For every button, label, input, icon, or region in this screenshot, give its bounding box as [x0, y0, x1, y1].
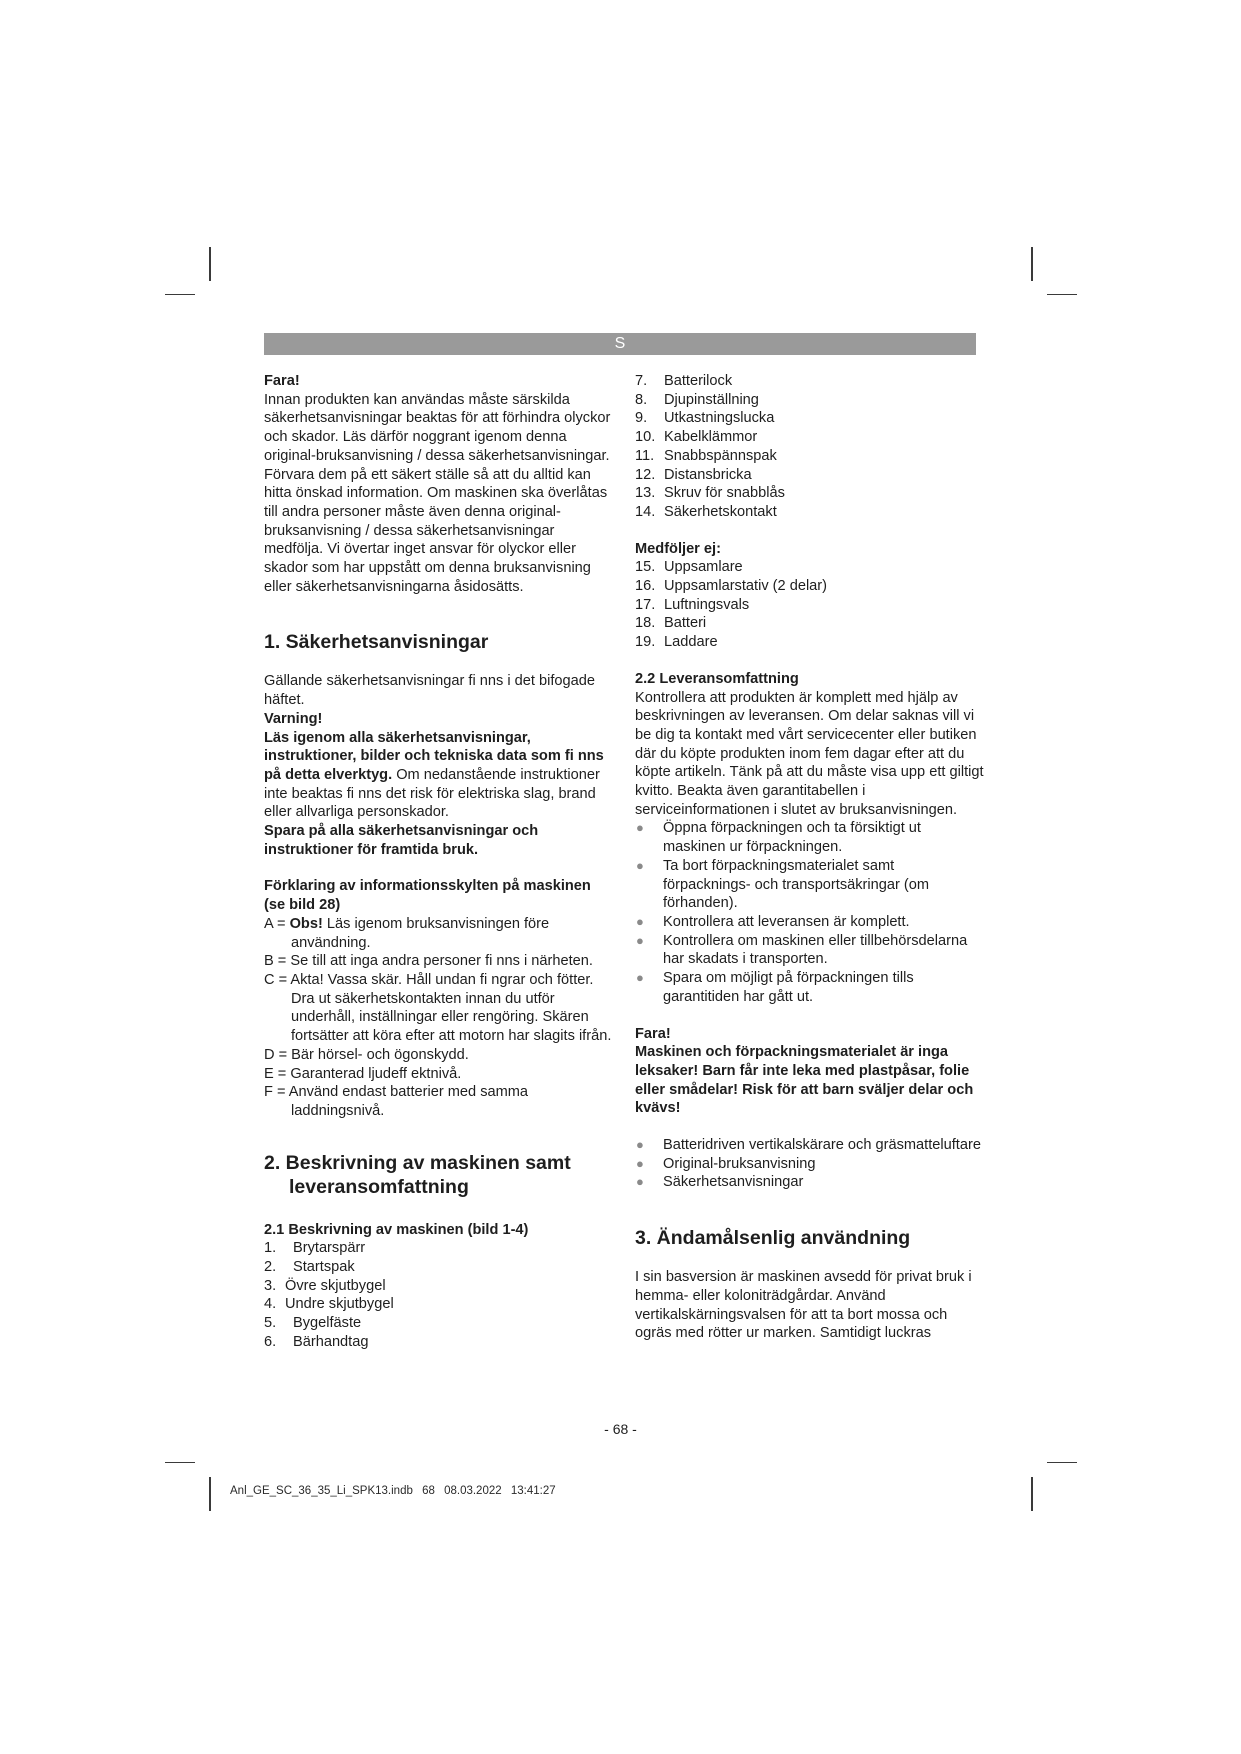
legend-item: D = Bär hörsel- och ögonskydd. — [264, 1046, 469, 1063]
part-item: 8. Djupinställning — [635, 391, 759, 408]
not-included-list — [635, 558, 985, 652]
bullet-icon: ● — [636, 1137, 644, 1153]
crop-mark-top-left-h — [165, 294, 195, 295]
file-date: 08.03.2022 — [444, 1485, 502, 1497]
part-item: 19. Laddare — [635, 634, 718, 651]
danger-title: Fara! — [635, 1025, 671, 1042]
bullet-icon: ● — [636, 820, 644, 836]
bullet-item: ● Batteridriven vertikalskärare och gräsmatteluftare — [636, 1137, 981, 1154]
section2-heading: 2. Beskrivning av maskinen samt leveransomfattning — [264, 1151, 571, 1198]
crop-mark-bottom-left-h — [165, 1462, 195, 1463]
crop-mark-bottom-right-h — [1047, 1462, 1077, 1463]
bullet-item: ● Original-bruksanvisning — [636, 1155, 816, 1172]
print-file-footer — [230, 1485, 562, 1497]
section1-save-note: Spara på alla säkerhetsanvisningar och instruktioner för framtida bruk. — [264, 823, 539, 858]
crop-mark-bottom-right — [1031, 1477, 1033, 1511]
bullet-item: ● Kontrollera om maskinen eller tillbehörsdelarna har skadats i transporten. — [636, 932, 968, 968]
crop-mark-top-left — [209, 247, 211, 281]
legend-item: A = Obs! Läs igenom bruksanvisningen före användning. — [264, 915, 550, 951]
bullet-icon: ● — [636, 970, 644, 986]
file-page: 68 — [422, 1485, 435, 1497]
part-item: 3. Övre skjutbygel — [264, 1277, 386, 1294]
left-column — [264, 372, 614, 1352]
unpacking-list — [635, 819, 985, 1006]
part-item: 6. Bärhandtag — [264, 1333, 369, 1350]
language-label: S — [614, 335, 626, 352]
part-item: 18. Batteri — [635, 615, 707, 632]
language-header-bar — [264, 333, 976, 355]
part-item: 15. Uppsamlare — [635, 559, 743, 576]
section1-warning-label: Varning! — [264, 710, 323, 727]
section1-warning-paragraph — [264, 729, 614, 823]
contents-list — [635, 1136, 985, 1192]
section3-text: I sin basversion är maskinen avsedd för privat bruk i hemma- eller koloniträdgårdar. Använd vertikalskärningsvalsen för att ta bort mossa och ogräs med rötter ur marken. Samtidigt luckras — [635, 1269, 972, 1342]
part-item: 17. Luftningsvals — [635, 596, 750, 613]
part-item: 11. Snabbspännspak — [635, 447, 777, 464]
section3-heading: 3. Ändamålsenlig användning — [635, 1227, 911, 1250]
parts-list-7-14 — [635, 372, 985, 522]
bullet-icon: ● — [636, 932, 644, 948]
part-item: 2. Startspak — [264, 1259, 355, 1276]
bullet-item: ● Ta bort förpackningsmaterialet samt förpacknings- och transportsäkringar (om förhanden). — [636, 857, 930, 912]
legend-item: C = Akta! Vassa skär. Håll undan fi ngrar och fötter. Dra ut säkerhetskontakten innan du utför underhåll, inställningar eller rengöring. Skären fortsätter att köra efter att motorn har slagits ifrån. — [264, 971, 612, 1045]
part-item: 10. Kabelklämmor — [635, 429, 758, 446]
bullet-icon: ● — [636, 1155, 644, 1171]
crop-mark-top-right-h — [1047, 294, 1077, 295]
section1-heading: 1. Säkerhetsanvisningar — [264, 631, 489, 654]
legend-item: F = Använd endast batterier med samma laddningsnivå. — [264, 1084, 529, 1119]
warning-title: Fara! — [264, 373, 300, 389]
legend-item: B = Se till att inga andra personer fi nns i närheten. — [264, 953, 593, 970]
bullet-item: ● Öppna förpackningen och ta försiktigt ut maskinen ur förpackningen. — [636, 820, 921, 856]
bullet-item: ● Kontrollera att leveransen är komplett. — [636, 913, 910, 930]
bullet-item: ● Säkerhetsanvisningar — [636, 1174, 804, 1191]
part-item: 9. Utkastningslucka — [635, 410, 775, 427]
right-column — [635, 372, 985, 1343]
bullet-icon: ● — [636, 1174, 644, 1190]
page-number: - 68 - — [604, 1421, 637, 1437]
section2-2-heading: 2.2 Leveransomfattning — [635, 670, 799, 687]
crop-mark-bottom-left — [209, 1477, 211, 1511]
parts-list-1-6 — [264, 1239, 614, 1351]
part-item: 16. Uppsamlarstativ (2 delar) — [635, 578, 828, 595]
section2-2-text: Kontrollera att produkten är komplett med hjälp av beskrivningen av leveransen. Om delar saknas vill vi be dig ta kontakt med vårt servicecenter eller butiken där du köpte produkten inom fem dagar efter att du köpte artikeln. Tänk på att du måste visa upp ett giltigt kvitto. Beakta även garantitabellen i serviceinformationen i slutet av bruksanvisningen. — [635, 689, 984, 818]
part-item: 5. Bygelfäste — [264, 1315, 362, 1332]
part-item: 14. Säkerhetskontakt — [635, 503, 777, 520]
part-item: 12. Distansbricka — [635, 466, 752, 483]
file-time: 13:41:27 — [510, 1485, 556, 1497]
legend-heading: Förklaring av informationsskylten på maskinen (se bild 28) — [264, 878, 591, 914]
danger-text: Maskinen och förpackningsmaterialet är inga leksaker! Barn får inte leka med plastpåsar, folie eller smådelar! Risk för att barn sväljer delar och kvävs! — [635, 1044, 974, 1117]
bullet-item: ● Spara om möjligt på förpackningen tills garantitiden har gått ut. — [636, 970, 914, 1005]
bullet-icon: ● — [636, 913, 644, 929]
legend-item: E = Garanterad ljudeff ektnivå. — [264, 1065, 462, 1082]
part-item: 4. Undre skjutbygel — [264, 1296, 394, 1313]
section1-warning-text: Om nedanstående instruktioner inte beaktas fi nns det risk för elektriska slag, brand eller allvarliga personskador. — [264, 766, 600, 821]
legend-list — [264, 915, 614, 1121]
part-item: 1. Brytarspärr — [264, 1240, 366, 1257]
part-item: 13. Skruv för snabblås — [635, 485, 785, 502]
crop-mark-top-right — [1031, 247, 1033, 281]
section1-intro: Gällande säkerhetsanvisningar fi nns i det bifogade häftet. — [264, 673, 596, 709]
file-name: Anl_GE_SC_36_35_Li_SPK13.indb — [230, 1485, 413, 1497]
bullet-icon: ● — [636, 857, 644, 873]
section2-1-heading: 2.1 Beskrivning av maskinen (bild 1-4) — [264, 1221, 529, 1238]
warning-text: Innan produkten kan användas måste särskilda säkerhetsanvisningar beaktas för att förhindra olyckor och skador. Läs därför noggrant igenom denna original-bruksanvisning / dessa säkerhetsanvisningar. Förvara dem på ett säkert ställe så att du alltid kan hitta önskad information. Om maskinen ska överlåtas till andra personer måste även denna original-bruksanvisning / dessa säkerhetsanvisningar medfölja. Vi övertar inget ansvar för olyckor eller skador som har uppstått om denna bruksanvisning eller säkerhetsanvisningarna åsidosätts. — [264, 391, 611, 595]
section1-warning-bold: Läs igenom alla säkerhetsanvisningar, instruktioner, bilder och tekniska data som fi nns på detta elverktyg. — [264, 729, 604, 783]
part-item: 7. Batterilock — [635, 373, 733, 389]
not-included-heading: Medföljer ej: — [635, 540, 721, 557]
